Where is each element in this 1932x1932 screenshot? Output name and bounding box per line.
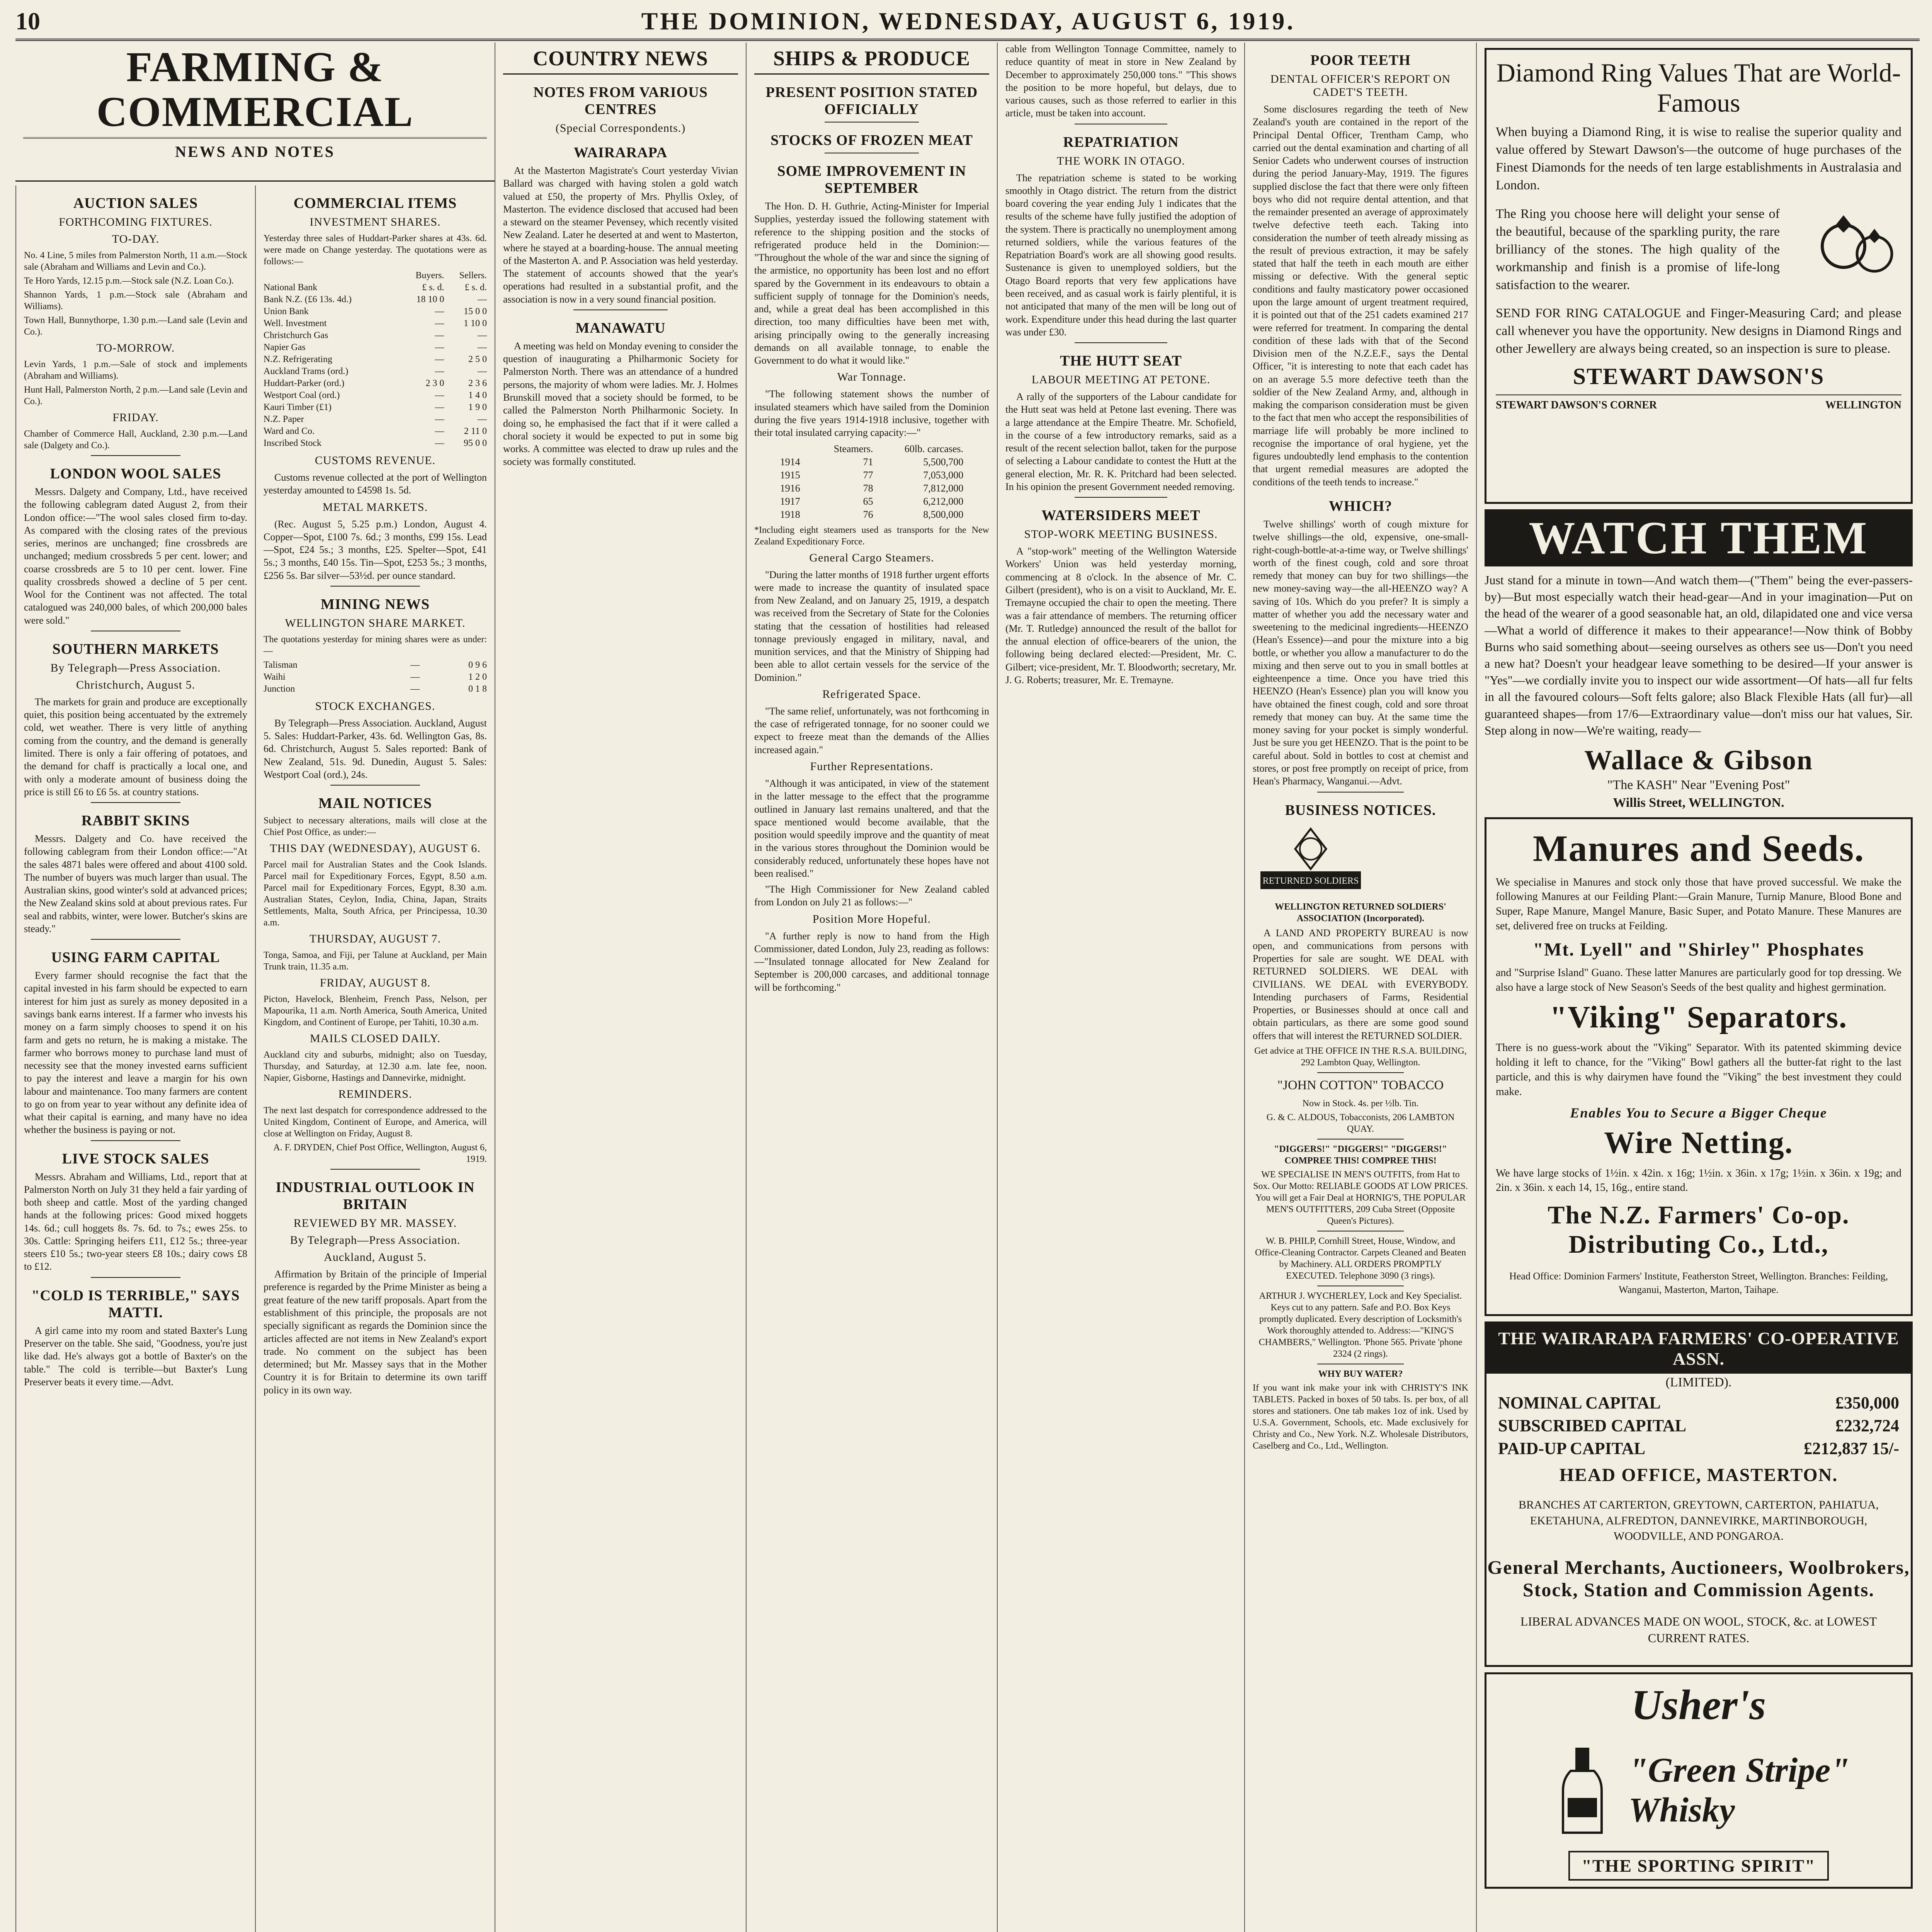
watersiders-heading: WATERSIDERS MEET [1041,507,1201,524]
tobacco-heading: "JOHN COTTON" TOBACCO [1277,1078,1444,1092]
diamond-ring-title: Diamond Ring Values That are World-Famous [1496,58,1901,118]
mail-text: Auckland city and suburbs, midnight; also on Tuesday, Thursday, and Saturday, at 12.30 a.m. late fee, noon. Napier, Gisborne, Hastings and Dannevirke, midnight. [264,1050,487,1083]
live-stock-text: Messrs. Abraham and Williams, Ltd., report that at Palmerston North on July 31 they held a fair yarding of both sheep and cattle. Most of the yarding changed hands at the following prices: Good mixed hoggets 14s. 6d.; cull hoggets 8s. 7s. 6d. to 7s.; ewes 25s. to 30s. Cattle: Springing heifers £11, £12 5s.; three-year steers £10 5s.; two-year steers £8 10s.; dairy cows £8 to £12. [24,1171,247,1272]
poor-teeth-text: Some disclosures regarding the teeth of New Zealand's youth are contained in the report of the Principal Dental Officer, Trentham Camp, who carried out the dental examination and charting of all Senior Cadets who underwent courses of instruction during the period January-May, 1919. The figures supplied disclose the fact that there were only fifteen boys who did not require dental attention, and that the remainder presented an average of approximately twelve defective teeth each. Taking into consideration the number of teeth already missing as the result of previous extraction, it may be safely stated that half the teeth in each mouth are either missing or defective. With the general septic conditions and faulty masticatory power occasioned upon the large amount of urgent treatment required, it is pointed out that of the 251 cadets examined 217 were referred for treatment. In comparing the dental condition of these lads with that of the Second Division men of the N.Z.E.F., says the Dental Officer, "it is interesting to note that each cadet has on an average 5.5 more defective teeth than the soldier of the New Zealand Army, and, although in making the comparison consideration must be given to the fact that men who accept the responsibilities of marriage life will probably be more inclined to recognise the importance of oral hygiene, yet the figures undoubtedly lend emphasis to the contention that urgent remedial measures are adopted the conditions of the teeth tends to increase." [1253,104,1468,488]
byline: By Telegraph—Press Association. [290,1234,461,1247]
byline: By Telegraph—Press Association. [50,661,221,674]
table-row: Westport Coal (ord.) — 1 4 0 [264,390,487,400]
hutt-seat-heading: THE HUTT SEAT [1060,353,1182,369]
rabbit-skins-text: Messrs. Dalgety and Co. have received the following cablegram from their London office:—"At the sales 4871 bales were offered and about 4100 sold. The number of buyers was much larger than usual. The Australian skins, good winter's sold at advanced prices; the New Zealand skins sold at about previous rates. Fur seal and rabbits, winter, were lower. Butcher's skins are steady." [24,833,247,934]
table-row: Union Bank — 15 0 0 [264,306,487,316]
shipping-text: "A further reply is now to hand from the High Commissioner, dated London, July 23, reading as follows:—"Insulated tonnage allocated for New Zealand for September is 200,000 carcases, and additional tonnage will be forthcoming." [754,930,989,993]
masthead-title: THE DOMINION, WEDNESDAY, AUGUST 6, 1919. [641,7,1296,35]
masthead [15,4,1920,41]
hornig-text: WE SPECIALISE IN MEN'S OUTFITS, from Hat to Sox. Our Motto: RELIABLE GOODS AT LOW PRICES. You will get a Fair Deal at HORNIG'S, THE POPULAR MEN'S OUTFITTERS, 209 Cuba Street (Opposite Queen's Pictures). [1253,1170,1468,1226]
business-notices-heading: BUSINESS NOTICES. [1285,802,1436,818]
cold-advt-heading: "COLD IS TERRIBLE," SAYS MATTI. [31,1287,240,1321]
rabbit-skins-heading: RABBIT SKINS [81,813,190,829]
mail-closed-daily: MAILS CLOSED DAILY. [310,1032,440,1045]
column-7 [1476,43,1920,1932]
table-row: Christchurch Gas — — [264,330,487,340]
improvement-heading: SOME IMPROVEMENT IN SEPTEMBER [777,163,966,196]
industrial-text: Affirmation by Britain of the principle of Imperial preference is regarded by the Prime Minister as being a great feature of the new tariff proposals. Apart from the establishment of this principle, the proposals are not specially significant as regards the Dominion since the articles affected are not items in New Zealand's export trade. No comment on the subject has been determined; but Mr. Massey says that in the Mother Country it is for Britain to determine its own tariff policy in its own way. [264,1269,487,1396]
shipping-text: "Although it was anticipated, in view of the statement in the latter message to the effect that the programme outlined in January last remains unaltered, and that the space mentioned would become available, that the position would speedily improve and the quantity of meat in the various stores throughout the Dominion would be considerably reduced, unfortunately these hopes have not been realised." [754,777,989,879]
dateline: Auckland, August 5. [324,1251,427,1264]
which-heading: WHICH? [1328,498,1393,514]
head-office: HEAD OFFICE, MASTERTON. [1559,1465,1838,1486]
repatriation-sub: THE WORK IN OTAGO. [1057,154,1185,167]
shipping-continued: cable from Wellington Tonnage Committee, namely to reduce quantity of meat in store in New Zealand by December to approximately 250,000 tons." "This shows the position to be more hopeful, but delays, due to various causes, such as those referred to earlier in this article, must be taken into account. [1005,43,1236,119]
table-row: Napier Gas — — [264,342,487,352]
table-row: Junction — 0 1 8 [264,684,487,694]
dawson-brand: STEWART DAWSON'S [1573,364,1825,389]
dawson-text: The Ring you choose here will delight your sense of the beautiful, because of the sparkling purity, the rare brilliancy of the stones. The high quality of the workmanship and finish is a promise of life-long satisfaction to the wearer. [1496,206,1780,292]
watersiders-text: A "stop-work" meeting of the Wellington Waterside Workers' Union was held yesterday morning, commencing at 8 o'clock. In the absence of Mr. C. Gilbert (president), who is on a visit to Auckland, Mr. E. Tremayne occupied the chair to open the meeting. There was a fair attendance of members. The returning officer (Mr. T. Rutledge) announced the result of the ballot for the annual election of office-bearers of the union, the following being declared elected:—President, Mr. C. Gilbert; vice-president, Mr. T. Bloodworth; secretary, Mr. J. G. Roberts; treasurer, Mr. E. Tremayne. [1005,546,1236,685]
diggers-text: "DIGGERS!" "DIGGERS!" "DIGGERS!" COMPREE THIS! COMPREE THIS! [1274,1144,1447,1166]
branches-text: BRANCHES AT CARTERTON, GREYTOWN, CARTERTON, PAHIATUA, EKETAHUNA, ALFREDTON, DANNEVIRKE, MARTINBOROUGH, WOODVILLE, AND PONGAROA. [1518,1498,1879,1543]
table-row: Bank N.Z. (£6 13s. 4d.) 18 10 0 — [264,294,487,304]
table-row: National Bank £ s. d. £ s. d. [264,282,487,293]
aldous-text: G. & C. ALDOUS, Tobacconists, 206 LAMBTON QUAY. [1266,1112,1455,1134]
table-row: Waihi — 1 2 0 [264,672,487,682]
mining-table [264,659,487,695]
shipping-text: "The following statement shows the number of insulated steamers which have sailed from the Dominion during the five years 1914-1918 inclusive, together with their total insulated carrying capacity:—" [754,388,989,439]
country-news-heading: COUNTRY NEWS [503,46,738,75]
shipping-text: The Hon. D. H. Guthrie, Acting-Minister for Imperial Supplies, yesterday issued the following statement with reference to the shipping position and the stocks of refrigerated produce held in the Dominion:— "Throughout the whole of the war and since the signing of the armistice, no opportunity has been lost and no effort spared by the Government in its endeavours to obtain a sufficient supply of tonnage for the Dominion's needs, and, while a great deal has been accomplished in this direction, too many difficulties have been met with, arising principally owing to the generally increasing demands on all available tonnage, to enable the Government to do what it would like." [754,201,989,366]
table-row: 1914 71 5,500,700 [780,456,964,468]
london-wool-heading: LONDON WOOL SALES [50,466,221,482]
table-row: 1916 78 7,812,000 [780,482,964,494]
rsa-badge-icon [1253,826,1369,895]
mail-day: THIS DAY (WEDNESDAY), AUGUST 6. [270,842,481,855]
auction-entry: Town Hall, Bunnythorpe, 1.30 p.m.—Land sale (Levin and Co.). [24,315,247,337]
official-heading: PRESENT POSITION STATED OFFICIALLY [765,84,978,117]
column-1 [15,185,255,1932]
whisky-bottle-icon [1548,1744,1617,1837]
refrigerated-sub: Refrigerated Space. [822,687,921,701]
commercial-heading: COMMERCIAL ITEMS [293,195,457,211]
commercial-intro: Yesterday three sales of Huddart-Parker shares at 43s. 6d. were made on Change yesterday. The quotations were as follows:— [264,233,487,267]
mail-text: The next last despatch for correspondence addressed to the United Kingdom, Continent of Europe, and America, will close at Wellington on Friday, August 8. [264,1105,487,1139]
wairarapa-heading: WAIRARAPA [573,145,668,161]
column-5 [997,43,1244,1932]
today-label: TO-DAY. [112,233,160,245]
notes-heading: NOTES FROM VARIOUS CENTRES [533,84,708,117]
table-row: N.Z. Paper — — [264,414,487,424]
customs-text: Customs revenue collected at the port of Wellington yesterday amounted to £4598 1s. 5d. [264,472,487,496]
tobacco-text: Now in Stock. 4s. per ½lb. Tin. [1302,1099,1419,1109]
manures-seeds-title: Manures and Seeds. [1532,827,1865,869]
farming-headline-block [15,43,495,182]
viking-text: There is no guess-work about the "Viking" Separator. With its patented skimming device holding it left to chance, for the "Viking" Bowl gathers all the butter-fat right to the last particle, and this is why dairymen have found the "Viking" the best investment they could make. [1496,1042,1901,1098]
hutt-seat-text: A rally of the supporters of the Labour candidate for the Hutt seat was held at Petone last evening. There was a large attendance at the Empire Theatre. Mr. Schofield, in the course of a few introductory remarks, said as a result of the recent selection ballot, taken for the purpose of selecting a Labour candidate to contest the Hutt at the general election, Mr. R. K. Pritchard had been selected. In his opinion the present Government needed removing. [1005,391,1236,492]
rsa-text: A LAND AND PROPERTY BUREAU is now open, and communications from persons with Properties for sale are sought. WE DEAL with RETURNED SOLDIERS. WE DEAL with CIVILIANS. WE DEAL with EVERYBODY. Intending purchasers of Farms, Residential Properties, or Businesses should at once call and obtain particulars, as there are some good sound offers that will interest the RETURNED SOLDIER. [1253,927,1468,1041]
col-header: Buyers. [415,270,444,281]
wairarapa-text: At the Masterton Magistrate's Court yesterday Vivian Ballard was charged with having stolen a gold watch valued at £50, the property of Mrs. Phyllis Oxley, of Masterton. The evidence disclosed that accused had been a steward on the steamer Pevensey, which recently visited New Zealand. Later he deserted at and went to Masterton, where he stayed at a boarding-house. The annual meeting of the Masterton A. and P. Association was held yesterday. The statement of accounts showed that the year's operations had resulted in a substantial profit, and the association is now in a very sound financial position. [503,165,738,305]
auction-sales-heading: AUCTION SALES [73,195,198,211]
farm-capital-heading: USING FARM CAPITAL [51,949,220,966]
wairarapa-limited: (LIMITED). [1665,1375,1732,1390]
hutt-seat-sub: LABOUR MEETING AT PETONE. [1031,373,1211,386]
table-row: Kauri Timber (£1) — 1 9 0 [264,402,487,412]
watersiders-sub: STOP-WORK MEETING BUSINESS. [1024,528,1218,541]
mail-text: Tonga, Samoa, and Fiji, per Talune at Auckland, per Main Trunk train, 11.35 a.m. [264,950,487,972]
mail-intro: Subject to necessary alterations, mails will close at the Chief Post Office, as under:— [264,816,487,838]
dawson-text: When buying a Diamond Ring, it is wise to realise the superior quality and value offered by Stewart Dawson's—the outcome of huge purchases of the Finest Diamonds for the needs of ten large establishments in Australasia and London. [1496,125,1901,193]
whisky-type: Whisky [1628,1791,1735,1830]
manawatu-text: A meeting was held on Monday evening to consider the question of inaugurating a Philharmonic Society for Palmerston North. There was an attendance of a hundred persons, the majority of whom were ladies. Mr. J. Holmes Brunskill moved that a society should be formed, to be called the Palmerston North Philharmonic Society. In doing so, he emphasised the fact that if it were called a choral society it would be expected to put in some big works. A committee was elected to draw up rules and the society was formally constituted. [503,340,738,468]
sporting-spirit-slogan: "THE SPORTING SPIRIT" [1568,1851,1828,1881]
farmers-brand: The N.Z. Farmers' Co-op. Distributing Co., Ltd., [1548,1201,1850,1259]
general-cargo-sub: General Cargo Steamers. [809,551,934,564]
auction-entry: Levin Yards, 1 p.m.—Sale of stock and implements (Abraham and Williams). [24,359,247,381]
farming-subhead: NEWS AND NOTES [175,143,335,160]
column-3 [495,43,746,1932]
metal-sub: METAL MARKETS. [322,500,428,514]
friday-label: FRIDAY. [112,411,159,424]
mail-reminders: REMINDERS. [338,1088,412,1101]
auction-entry: Hunt Hall, Palmerston North, 2 p.m.—Land sale (Levin and Co.). [24,385,247,406]
column-4 [746,43,997,1932]
phosphates-heading: "Mt. Lyell" and "Shirley" Phosphates [1533,939,1864,960]
table-row: Auckland Trams (ord.) — — [264,366,487,376]
mining-heading: MINING NEWS [320,596,430,612]
auction-entry: Te Horo Yards, 12.15 p.m.—Stock sale (N.Z. Loan Co.). [24,276,234,286]
wallace-gibson-brand: Wallace & Gibson [1584,744,1813,776]
customs-sub: CUSTOMS REVENUE. [315,454,436,467]
repatriation-heading: REPATRIATION [1063,134,1179,150]
farmers-office: Head Office: Dominion Farmers' Institute, Featherston Street, Wellington. Branches: Feilding, Wanganui, Masterton, Marton, Taihape. [1509,1270,1888,1296]
dateline: Christchurch, August 5. [76,678,195,691]
rsa-heading: WELLINGTON RETURNED SOLDIERS' ASSOCIATION (Incorporated). [1275,901,1446,923]
cold-advt-text: A girl came into my room and stated Baxter's Lung Preserver on the table. She said, "Goodness, you're just like dad. He's always got a bottle of Baxter's on the table." The cold is terrible—but Baxter's Lung Preserver beats it every time.—Advt. [24,1325,247,1388]
southern-markets-heading: SOUTHERN MARKETS [52,641,219,657]
mining-sub: WELLINGTON SHARE MARKET. [285,616,466,629]
stock-exchanges-sub: STOCK EXCHANGES. [315,699,435,713]
war-tonnage-sub: War Tonnage. [837,371,906,384]
further-reps-sub: Further Representations. [810,760,934,773]
phosphates-text: and "Surprise Island" Guano. These latter Manures are particularly good for top dressing. We also have a large stock of New Season's Seeds of the best quality and highest germination. [1496,966,1901,993]
auction-entry: No. 4 Line, 5 miles from Palmerston North, 11 a.m.—Stock sale (Abraham and Williams and Levin and Co.). [24,250,247,272]
tomorrow-label: TO-MORROW. [96,342,175,354]
table-row: 1915 77 7,053,000 [780,469,964,481]
metal-text: (Rec. August 5, 5.25 p.m.) London, August 4. Copper—Spot, £100 7s. 6d.; 3 months, £99 15s. Lead—Spot, £24 5s.; 3 months, £25. Spelter—Spot, £41 5s.; 3 months, £40 15s. Tin—Spot, £253 5s.; 3 months, £256 5s. Bar silver—53½d. per ounce standard. [264,518,487,581]
heenzo-advt-text: Twelve shillings' worth of cough mixture for twelve shillings—the old, expensive, one-small-right-cough-bottle-at-a-time way, or Twelve shillings' worth of the finest cough, cold and sore throat remedy that money can buy for two shillings—the new money-saving way—the all-HEENZO way? A saving of 10s. Which do you prefer? It is simply a matter of whether you add the necessary water and sweetening to the medicinal ingredients—HEENZO (Hean's Essence)—and pour the mixture into a big bottle, or whether you allow a manufacturer to do the mixing and then serve out to you in small bottles at eighteenpence a time. Once you have tried this HEENZO (Hean's Essence) plan you will know you have obtained the finest cough, cold and sore throat remedy that money can buy. At the same time the money saving for your pocket is simply wonderful. Just be sure you get HEENZO. That is the point to be careful about. Sold in bottles to cost at chemist and stores, or post free promptly on receipt of price, from Hean's Pharmacy, Wanganui.—Advt. [1253,518,1468,787]
tonnage-table [778,442,966,521]
farmers-coop-advert [1485,817,1913,1316]
table-row: Talisman — 0 9 6 [264,660,487,670]
watch-them-title: WATCH THEM [1485,509,1913,566]
dawson-text: SEND FOR RING CATALOGUE and Finger-Measuring Card; and please call whenever you have the opportunity. New designs in Diamond Rings and other Jewellery are always being created, so an inspection is sure to please. [1496,306,1901,356]
wallace-gibson-advert [1485,509,1913,812]
shipping-text: "During the latter months of 1918 further urgent efforts were made to increase the quantity of insulated space from New Zealand, and on January 25, 1919, a despatch was received from the Secretary of State for the Colonies stating that the cessation of hostilities had released tonnage previously engaged in military, naval, and munition services, and that the Ministry of Shipping had been able to allot certain vessels for the service of the Dominion." [754,569,989,683]
shipping-text: "The same relief, unfortunately, was not forthcoming in the case of refrigerated tonnage, for no sooner could we expect to freeze meat than the demands of the Allies increased again." [754,705,989,755]
capital-row: SUBSCRIBED CAPITAL £232,724 [1498,1416,1899,1435]
ushers-whisky-advert [1485,1672,1913,1889]
ushers-brand: Usher's [1631,1681,1766,1729]
wallace-tagline: "The KASH" Near "Evening Post" [1607,777,1790,792]
viking-heading: "Viking" Separators. [1549,1000,1848,1035]
wire-netting-heading: Wire Netting. [1604,1126,1793,1160]
southern-markets-text: The markets for grain and produce are exceptionally quiet, this position being accentuated by the extremely cold, wet weather. There is very little of anything coming from the country, and the demand is generally limited. There is only a fair offering of potatoes, and the demand for chaff is practically a local one, and with only a moderate amount of business doing the price is still £6 to £6 5s. at country stations. [24,696,247,798]
page-number: 10 [15,7,40,35]
industrial-heading: INDUSTRIAL OUTLOOK IN BRITAIN [276,1179,475,1213]
repatriation-text: The repatriation scheme is stated to be working smoothly in Otago district. The return from the district board covering the year ending July 1 indicates that the results of the scheme have fully justified the adoption of the system. There is practically no unemployment among returned soldiers, while the various features of the Repatriation Board's work are all showing good results. Sustenance is given to unemployed soldiers, but the Otago Board reports that very few applications have been received, and as casual work is fairly plentiful, it is not anticipated that many of the men will be long out of work. Expenditure under this head during the last quarter was under £30. [1005,172,1236,338]
wycherley-text: ARTHUR J. WYCHERLEY, Lock and Key Specialist. Keys cut to any pattern. Safe and P.O. Box Keys promptly duplicated. Every description of Locksmith's Work thoroughly attended to. Address:—"KING'S CHAMBERS," Wellington. 'Phone 565. Private 'phone 2324 (2 rings). [1259,1291,1463,1359]
poor-teeth-heading: POOR TEETH [1310,52,1411,68]
green-stripe-name: "Green Stripe" [1628,1751,1850,1790]
mail-notices-heading: MAIL NOTICES [318,795,432,812]
mining-intro: The quotations yesterday for mining shares were as under:— [264,634,487,656]
capital-row: NOMINAL CAPITAL £350,000 [1498,1393,1899,1413]
col-header: 60lb. carcases. [904,443,964,454]
table-row: Inscribed Stock — 95 0 0 [264,438,487,448]
ships-produce-heading: SHIPS & PRODUCE [754,46,989,75]
manures-text: We specialise in Manures and stock only those that have proved successful. We make the following Manures at our Feilding Plant:—Grain Manure, Turnip Manure, Blood Bone and Super, Rape Manure, Mangel Manure, Basic Super, and Potato Manure. These Manures are set, delivered free on trucks at Feilding. [1496,876,1901,932]
investment-sub: INVESTMENT SHARES. [310,216,441,228]
rsa-office: Get advice at THE OFFICE IN THE R.S.A. BUILDING, 292 Lambton Quay, Wellington. [1254,1046,1467,1068]
dawson-corner: STEWART DAWSON'S CORNER [1496,399,1657,412]
col-header: Steamers. [833,443,873,454]
table-note: *Including eight steamers used as transports for the New Zealand Expeditionary Force. [754,525,989,547]
stewart-dawson-advert [1485,48,1913,504]
live-stock-heading: LIVE STOCK SALES [62,1150,209,1167]
share-table [264,270,487,449]
dawson-city: WELLINGTON [1825,399,1901,412]
table-row: N.Z. Refrigerating — 2 5 0 [264,354,487,364]
rsa-badge-text: RETURNED SOLDIERS [1262,876,1359,886]
table-row: 1918 76 8,500,000 [780,509,964,520]
poor-teeth-sub: DENTAL OFFICER'S REPORT ON CADET'S TEETH. [1270,73,1451,99]
auction-fixtures-sub: FORTHCOMING FIXTURES. [59,216,213,228]
mail-text: Parcel mail for Australian States and the Cook Islands. Parcel mail for Expeditionary Forces, Egypt, 8.50 a.m. Parcel mail for Expeditionary Forces, Egypt, 8.30 a.m. Australian States, Ceylon, India, China, Japan, Straits Settlements, Malta, South Africa, per Principessa, 10.30 a.m. [264,860,487,928]
mail-day: FRIDAY, AUGUST 8. [320,976,431,990]
industrial-sub: REVIEWED BY MR. MASSEY. [293,1217,457,1230]
stock-exchange-text: By Telegraph—Press Association. Auckland, August 5. Sales: Huddart-Parker, 43s. 6d. Wellington Gas, 8s. 6d. Christchurch, August 5. Sales reported: Bank of New Zealand, 51s. 9d. Dunedin, August 5. Sales: Westport Coal (ord.), 24s. [264,717,487,780]
farming-headline: FARMING & COMMERCIAL [23,43,487,139]
capital-row: PAID-UP CAPITAL £212,837 15/- [1498,1439,1899,1458]
col-header: Sellers. [459,270,487,281]
mail-signature: A. F. DRYDEN, Chief Post Office, Wellington, August 6, 1919. [273,1143,487,1165]
wairarapa-coop-title: THE WAIRARAPA FARMERS' CO-OPERATIVE ASSN. [1486,1323,1911,1374]
cheque-text: Enables You to Secure a Bigger Cheque [1570,1105,1827,1121]
manawatu-heading: MANAWATU [575,320,666,336]
watch-them-text: Just stand for a minute in town—And watch them—("Them" being the ever-passers-by)—But most especially watch their head-gear—And in your imagination—Put on the head of the wearer of a good seasonable hat, an old, dilapidated one and vice versa—What a world of difference it makes to their appearance!—Now think of Bobby Burns who said something about—seeing ourselves as others see us—Don't you need a new hat? Doesn't your headgear leave something to be desired—If your answer is "Yes"—we cordially invite you to inspect our wide assortment—Of hats—all fur felts in all the favoured colours—Soft felts galore; also Black Flexible Hats (all fur)—all guaranteed shapes—from 17/6—Extraordinary value—don't miss our hat values, Sir. Step along in now—We're waiting, ready— [1485,573,1913,737]
merchants-text: General Merchants, Auctioneers, Woolbrokers, Stock, Station and Commission Agents. [1487,1556,1910,1600]
ink-tablets-text: If you want ink make your ink with CHRISTY'S INK TABLETS. Packed in boxes of 50 tabs. Is. per box, of all stores and stationers. One tab makes 1oz of ink. Used by U.S.A. Government, Schools, etc. Made exclusively for Christy and Co., New York. N.Z. Wholesale Distributors, Caselberg and Co., Ltd., Wellington. [1253,1383,1468,1451]
column-6 [1244,43,1476,1932]
table-row: Huddart-Parker (ord.) 2 3 0 2 3 6 [264,378,487,388]
liberal-advances: LIBERAL ADVANCES MADE ON WOOL, STOCK, &c. at LOWEST CURRENT RATES. [1520,1614,1877,1645]
auction-entry: Shannon Yards, 1 p.m.—Stock sale (Abraham and Williams). [24,290,247,311]
position-hopeful-sub: Position More Hopeful. [812,912,931,925]
wallace-address: Willis Street, WELLINGTON. [1613,795,1784,810]
wairarapa-coop-advert [1485,1321,1913,1667]
philp-text: W. B. PHILP, Cornhill Street, House, Window, and Office-Cleaning Contractor. Carpets Cleaned and Beaten by Machinery. ALL ORDERS PROMPTLY EXECUTED. Telephone 3090 (3 rings). [1255,1236,1466,1281]
mail-day: THURSDAY, AUGUST 7. [309,932,441,946]
column-2 [255,185,495,1932]
table-row: Well. Investment — 1 10 0 [264,318,487,328]
london-wool-text: Messrs. Dalgety and Company, Ltd., have received the following cablegram dated August 2, from their London office:—"The wool sales closed firm to-day. As compared with the closing rates of the previous series, merinos are unchanged; fine crossbreds are unchanged; medium crossbreds 5 per cent. lower; and coarse crossbreds are 5 to 10 per cent. lower. Fine quality crossbreds showed a decline of 5 per cent. Wool for the Continent was not affected. The total catalogued was 240,000 bales, of which 200,000 bales were sold." [24,486,247,626]
farm-capital-text: Every farmer should recognise the fact that the capital invested in his farm should be expected to earn interest for him just as surely as money deposited in a savings bank earns interest. If a farmer who invests his money on a farm simply chooses to spend it on his farm and gets no return, he is making a mistake. The farmer who borrows money to purchase land must of necessity see that the money invested earns sufficient to pay the interest and leave a margin for his own labour and maintenance. Too many farmers are content to go on from year to year without any definite idea of what their capital is earning, and many have no idea whether the business is paying or not. [24,970,247,1136]
wire-netting-text: We have large stocks of 1½in. x 42in. x 16g; 1½in. x 36in. x 17g; 1½in. x 36in. x 19g; and 2in. x 36in. x each 14, 15, 16g., entire stand. [1496,1167,1901,1194]
mail-text: Picton, Havelock, Blenheim, French Pass, Nelson, per Mapourika, 11 a.m. North America, South America, United Kingdom, and Continent of Europe, per Tahiti, 10.30 a.m. [264,994,487,1028]
table-row: Ward and Co. — 2 11 0 [264,426,487,436]
frozen-meat-heading: STOCKS OF FROZEN MEAT [770,132,973,148]
special-correspondents: (Special Correspondents.) [555,122,686,134]
table-row: 1917 65 6,212,000 [780,495,964,507]
shipping-text: "The High Commissioner for New Zealand cabled from London on July 21 as follows:—" [754,884,989,908]
auction-entry: Chamber of Commerce Hall, Auckland, 2.30 p.m.—Land sale (Dalgety and Co.). [24,429,247,451]
why-buy-water-heading: WHY BUY WATER? [1318,1369,1403,1379]
diamond-rings-icon [1813,200,1901,277]
